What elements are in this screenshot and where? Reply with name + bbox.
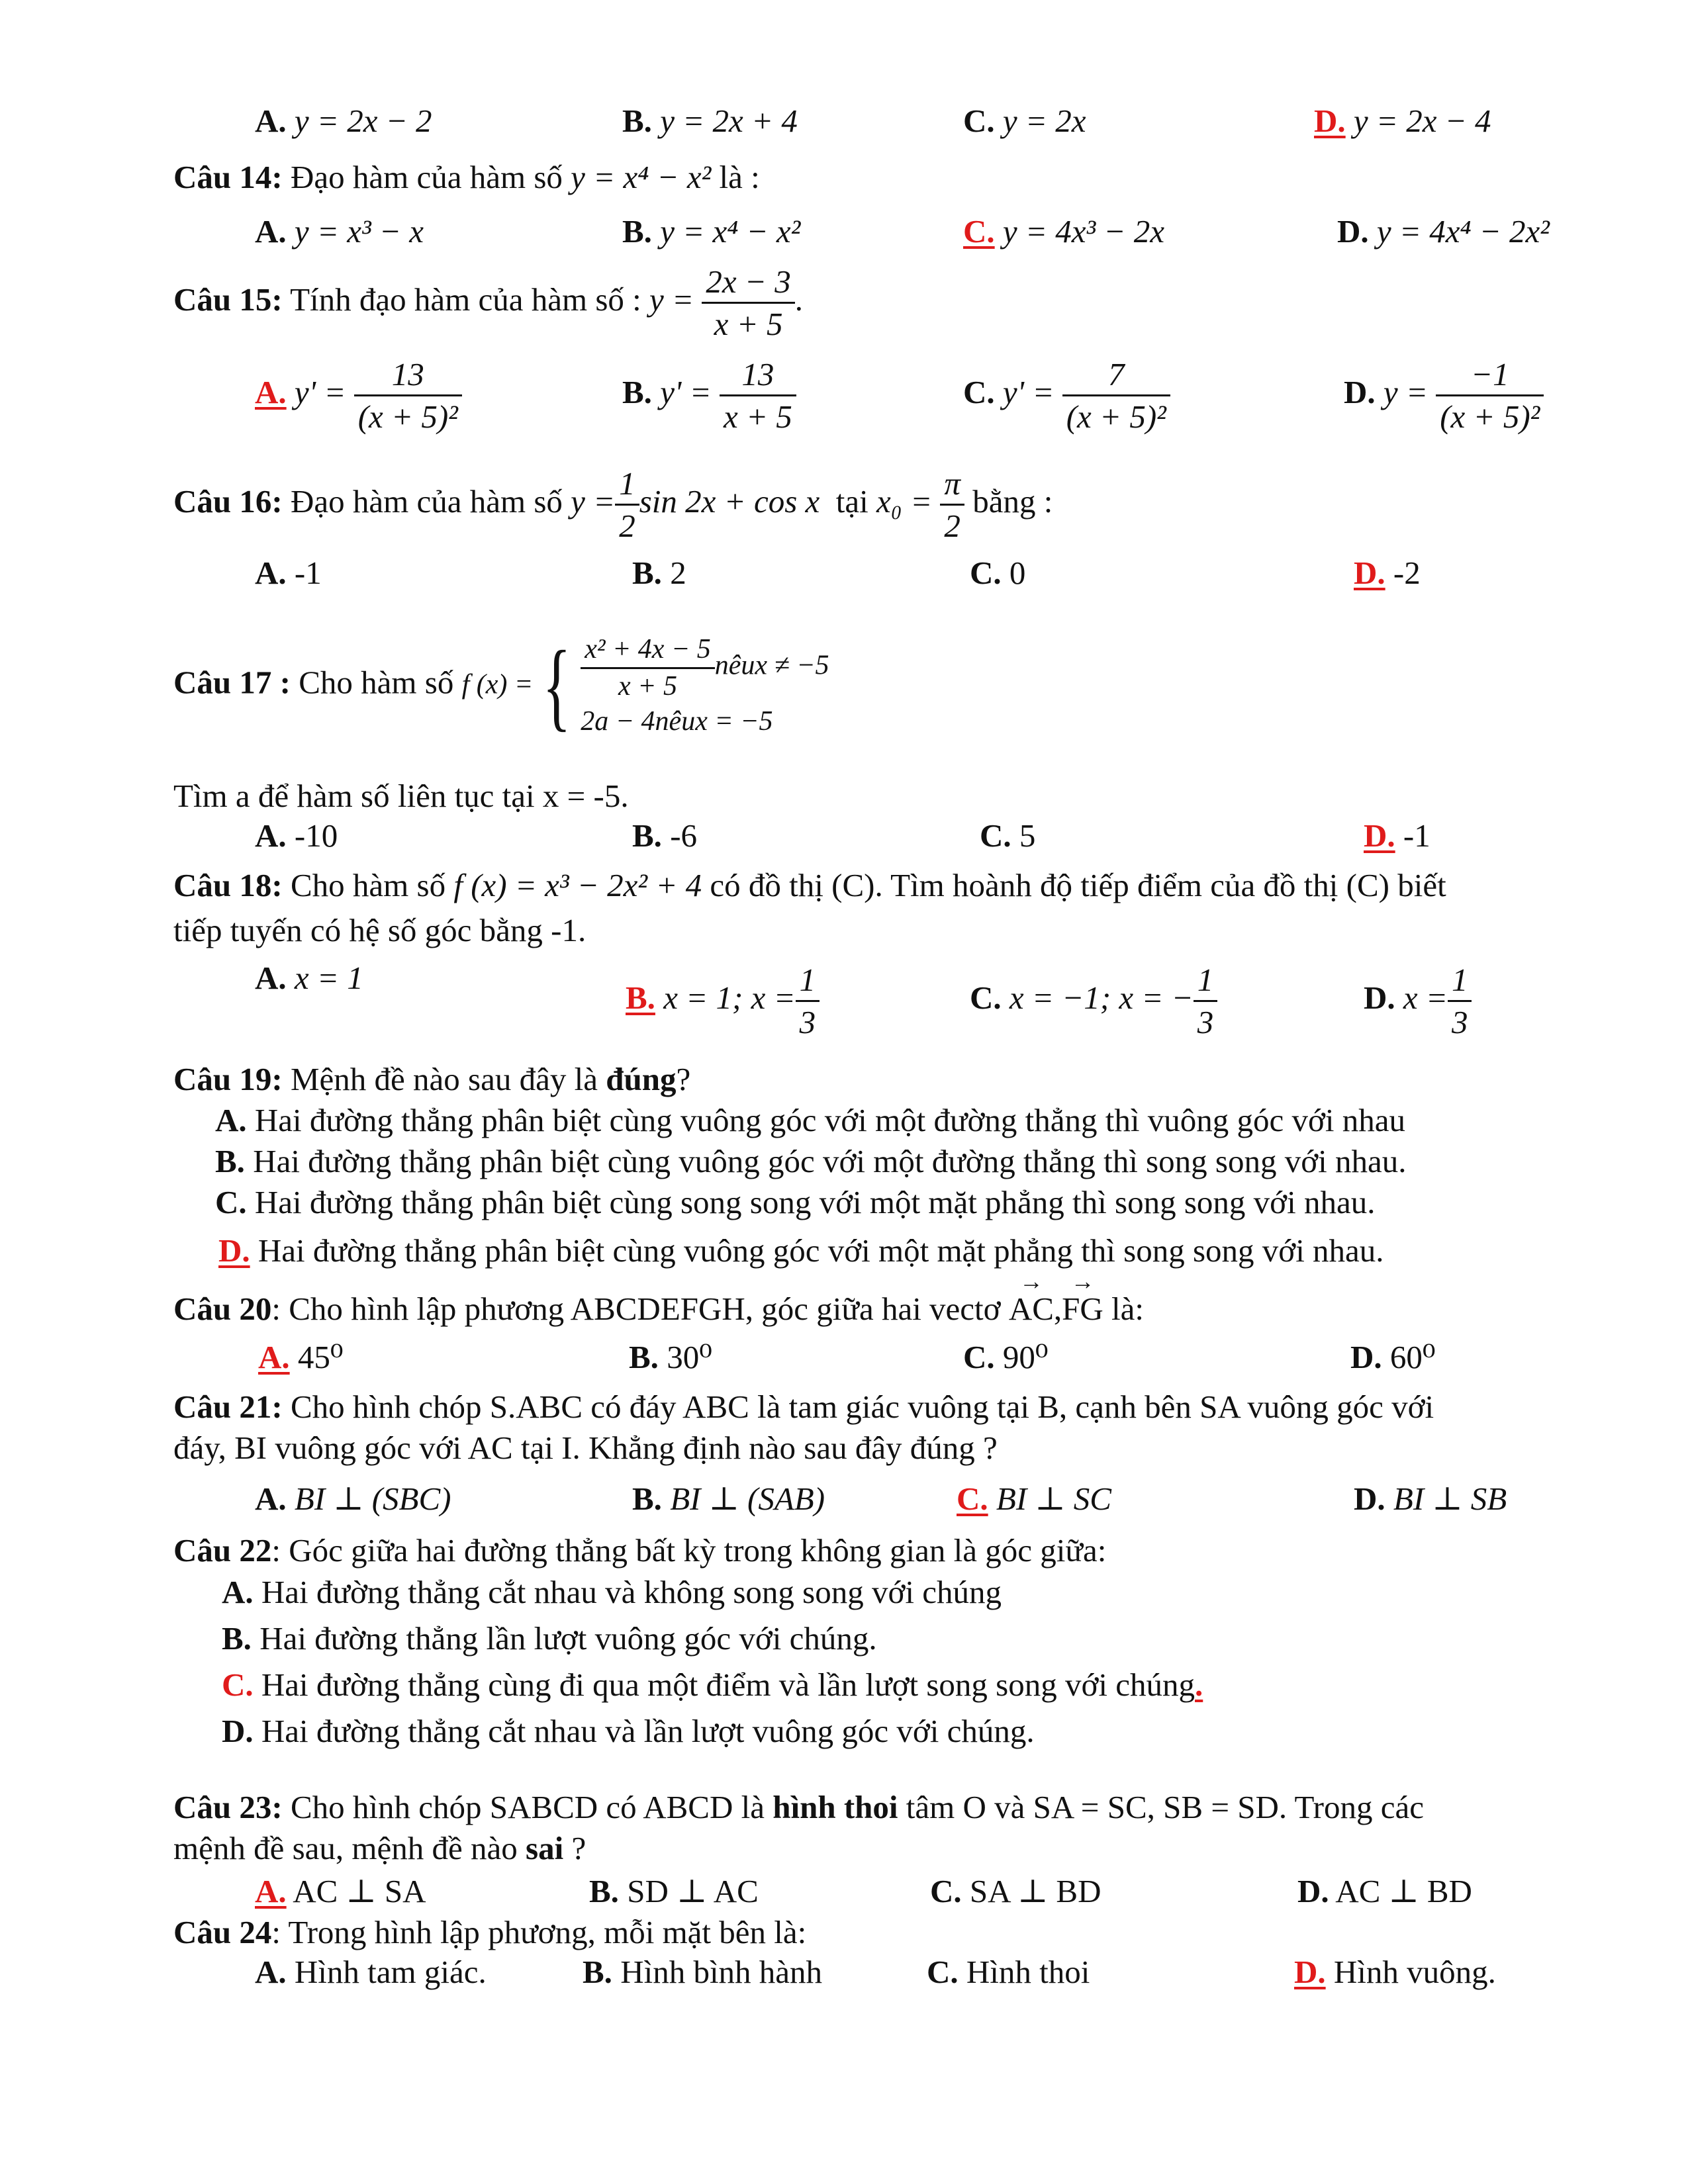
q14-option-b: B. y = x⁴ − x² (622, 213, 801, 250)
q15-option-d: D. y = $\frac{-1}{\text{(x + 5)²}}$ (1344, 354, 1544, 437)
q17-option-b: B. -6 (632, 817, 698, 854)
q21-question: Câu 21: Cho hình chóp S.ABC có đáy ABC là tam giác vuông tại B, cạnh bên SA vuông góc với (173, 1388, 1434, 1425)
q13-option-a: A. y = 2x − 2 (255, 103, 432, 139)
q16-option-d: D. -2 (1354, 555, 1421, 591)
q22-option-a: A. Hai đường thẳng cắt nhau và không song song với chúng (222, 1574, 1002, 1610)
q15-option-c: C. y' = $\frac{7}{\text{(x + 5)²}}$ (963, 354, 1170, 437)
q23-question: Câu 23: Cho hình chóp SABCD có ABCD là hình thoi tâm O và SA = SC, SB = SD. Trong các (173, 1789, 1424, 1825)
q14-option-c: C. y = 4x³ − 2x (963, 213, 1164, 250)
q17-piecewise: $\frac{\text{x² + 4x − 5}}{x + 5}$ nêux ≠ −5 2a − 4nêux = −5 (581, 632, 829, 740)
q17-option-a: A. -10 (255, 817, 338, 854)
q20-option-b: B. 30⁰ (629, 1339, 712, 1375)
q23-option-d: D. AC ⊥ BD (1297, 1873, 1472, 1909)
q21-option-c: C. BI ⊥ SC (957, 1480, 1111, 1517)
q15-option-a: A. y' = $\frac{13}{\text{(x + 5)²}}$ (255, 354, 462, 437)
q16-option-c: C. 0 (970, 555, 1026, 591)
q14-question: Câu 14: Đạo hàm của hàm số y = x⁴ − x² là : (173, 159, 760, 195)
q20-option-c: C. 90⁰ (963, 1339, 1049, 1375)
q21-option-d: D. BI ⊥ SB (1354, 1480, 1507, 1517)
q18-question: Câu 18: Cho hàm số f (x) = x³ − 2x² + 4 có đồ thị (C). Tìm hoành độ tiếp điểm của đồ thị (C) biết (173, 867, 1446, 903)
q22-question: Câu 22: Góc giữa hai đường thẳng bất kỳ trong không gian là góc giữa: (173, 1532, 1107, 1569)
q19-option-b: B. Hai đường thẳng phân biệt cùng vuông góc với một đường thẳng thì song song với nhau. (215, 1143, 1407, 1179)
q23-option-c: C. SA ⊥ BD (930, 1873, 1102, 1909)
q15-option-b: B. y' = $\frac{13}{x + 5}$ (622, 354, 796, 437)
q18-option-c: C. x = −1; x = − $\frac{1}{3}$ (970, 960, 1217, 1043)
q19-option-d: D. Hai đường thẳng phân biệt cùng vuông góc với một mặt phẳng thì song song với nhau. (218, 1232, 1384, 1269)
q14-option-a: A. y = x³ − x (255, 213, 424, 250)
q13-option-b: B. y = 2x + 4 (622, 103, 798, 139)
q14-option-d: D. y = 4x⁴ − 2x² (1337, 213, 1550, 250)
q23-option-b: B. SD ⊥ AC (589, 1873, 759, 1909)
q17-option-d: D. -1 (1364, 817, 1430, 854)
q18-question-line2: tiếp tuyến có hệ số góc bằng -1. (173, 912, 586, 948)
q21-option-b: B. BI ⊥ (SAB) (632, 1480, 825, 1517)
q16-option-b: B. 2 (632, 555, 686, 591)
q13-option-c: C. y = 2x (963, 103, 1086, 139)
q22-option-c: C. Hai đường thẳng cùng đi qua một điểm và lần lượt song song với chúng. (222, 1666, 1203, 1703)
q15-question: Câu 15: Tính đạo hàm của hàm số : y = $\frac{2x - 3}{x + 5}$ . (173, 261, 803, 345)
q24-option-c: C. Hình thoi (927, 1954, 1090, 1990)
q17-ask: Tìm a để hàm số liên tục tại x = -5. (173, 778, 629, 814)
q21-question-line2: đáy, BI vuông góc với AC tại I. Khẳng định nào sau đây đúng ? (173, 1430, 998, 1466)
q22-option-d: D. Hai đường thẳng cắt nhau và lần lượt vuông góc với chúng. (222, 1713, 1035, 1749)
q21-option-a: A. BI ⊥ (SBC) (255, 1480, 451, 1517)
q23-option-a: A. AC ⊥ SA (255, 1873, 426, 1909)
q24-question: Câu 24: Trong hình lập phương, mỗi mặt bên là: (173, 1914, 807, 1950)
q18-option-d: D. x = $\frac{1}{3}$ (1364, 960, 1472, 1043)
q20-option-a: A. 45⁰ (258, 1339, 344, 1375)
q20-option-d: D. 60⁰ (1350, 1339, 1436, 1375)
q20-question: Câu 20: Cho hình lập phương ABCDEFGH, góc giữa hai vectơ → AC,→ FG là: (173, 1291, 1144, 1328)
q19-option-c: C. Hai đường thẳng phân biệt cùng song song với một mặt phẳng thì song song với nhau. (215, 1184, 1376, 1220)
q19-question: Câu 19: Mệnh đề nào sau đây là đúng? (173, 1061, 691, 1097)
q24-option-d: D. Hình vuông. (1294, 1954, 1496, 1990)
q15-fraction: $\frac{2x - 3}{x + 5}$ (702, 261, 794, 345)
q17-option-c: C. 5 (980, 817, 1036, 854)
q24-option-a: A. Hình tam giác. (255, 1954, 487, 1990)
q16-question: Câu 16: Đạo hàm của hàm số y = $\frac{1}{2}$ sin 2x + cos x tại x₀ = $\frac{\pi}{2}$ bằng : (173, 463, 1053, 547)
q18-option-b: B. x = 1; x = $\frac{1}{3}$ (626, 960, 820, 1043)
q17-question: Câu 17 : Cho hàm số f (x) ={ $\frac{\text{x² + 4x − 5}}{x + 5}$ nêux ≠ −5 2a − 4nêux = −5 (173, 630, 829, 741)
q19-option-a: A. Hai đường thẳng phân biệt cùng vuông góc với một đường thẳng thì vuông góc với nhau (215, 1102, 1406, 1138)
q13-option-d: D. y = 2x − 4 (1314, 103, 1491, 139)
q17-brace: { (542, 630, 571, 741)
q16-option-a: A. -1 (255, 555, 322, 591)
q23-question-line2: mệnh đề sau, mệnh đề nào sai ? (173, 1830, 586, 1866)
q18-option-a: A. x = 1 (255, 960, 363, 996)
q22-option-b: B. Hai đường thẳng lần lượt vuông góc với chúng. (222, 1620, 877, 1657)
q24-option-b: B. Hình bình hành (583, 1954, 823, 1990)
